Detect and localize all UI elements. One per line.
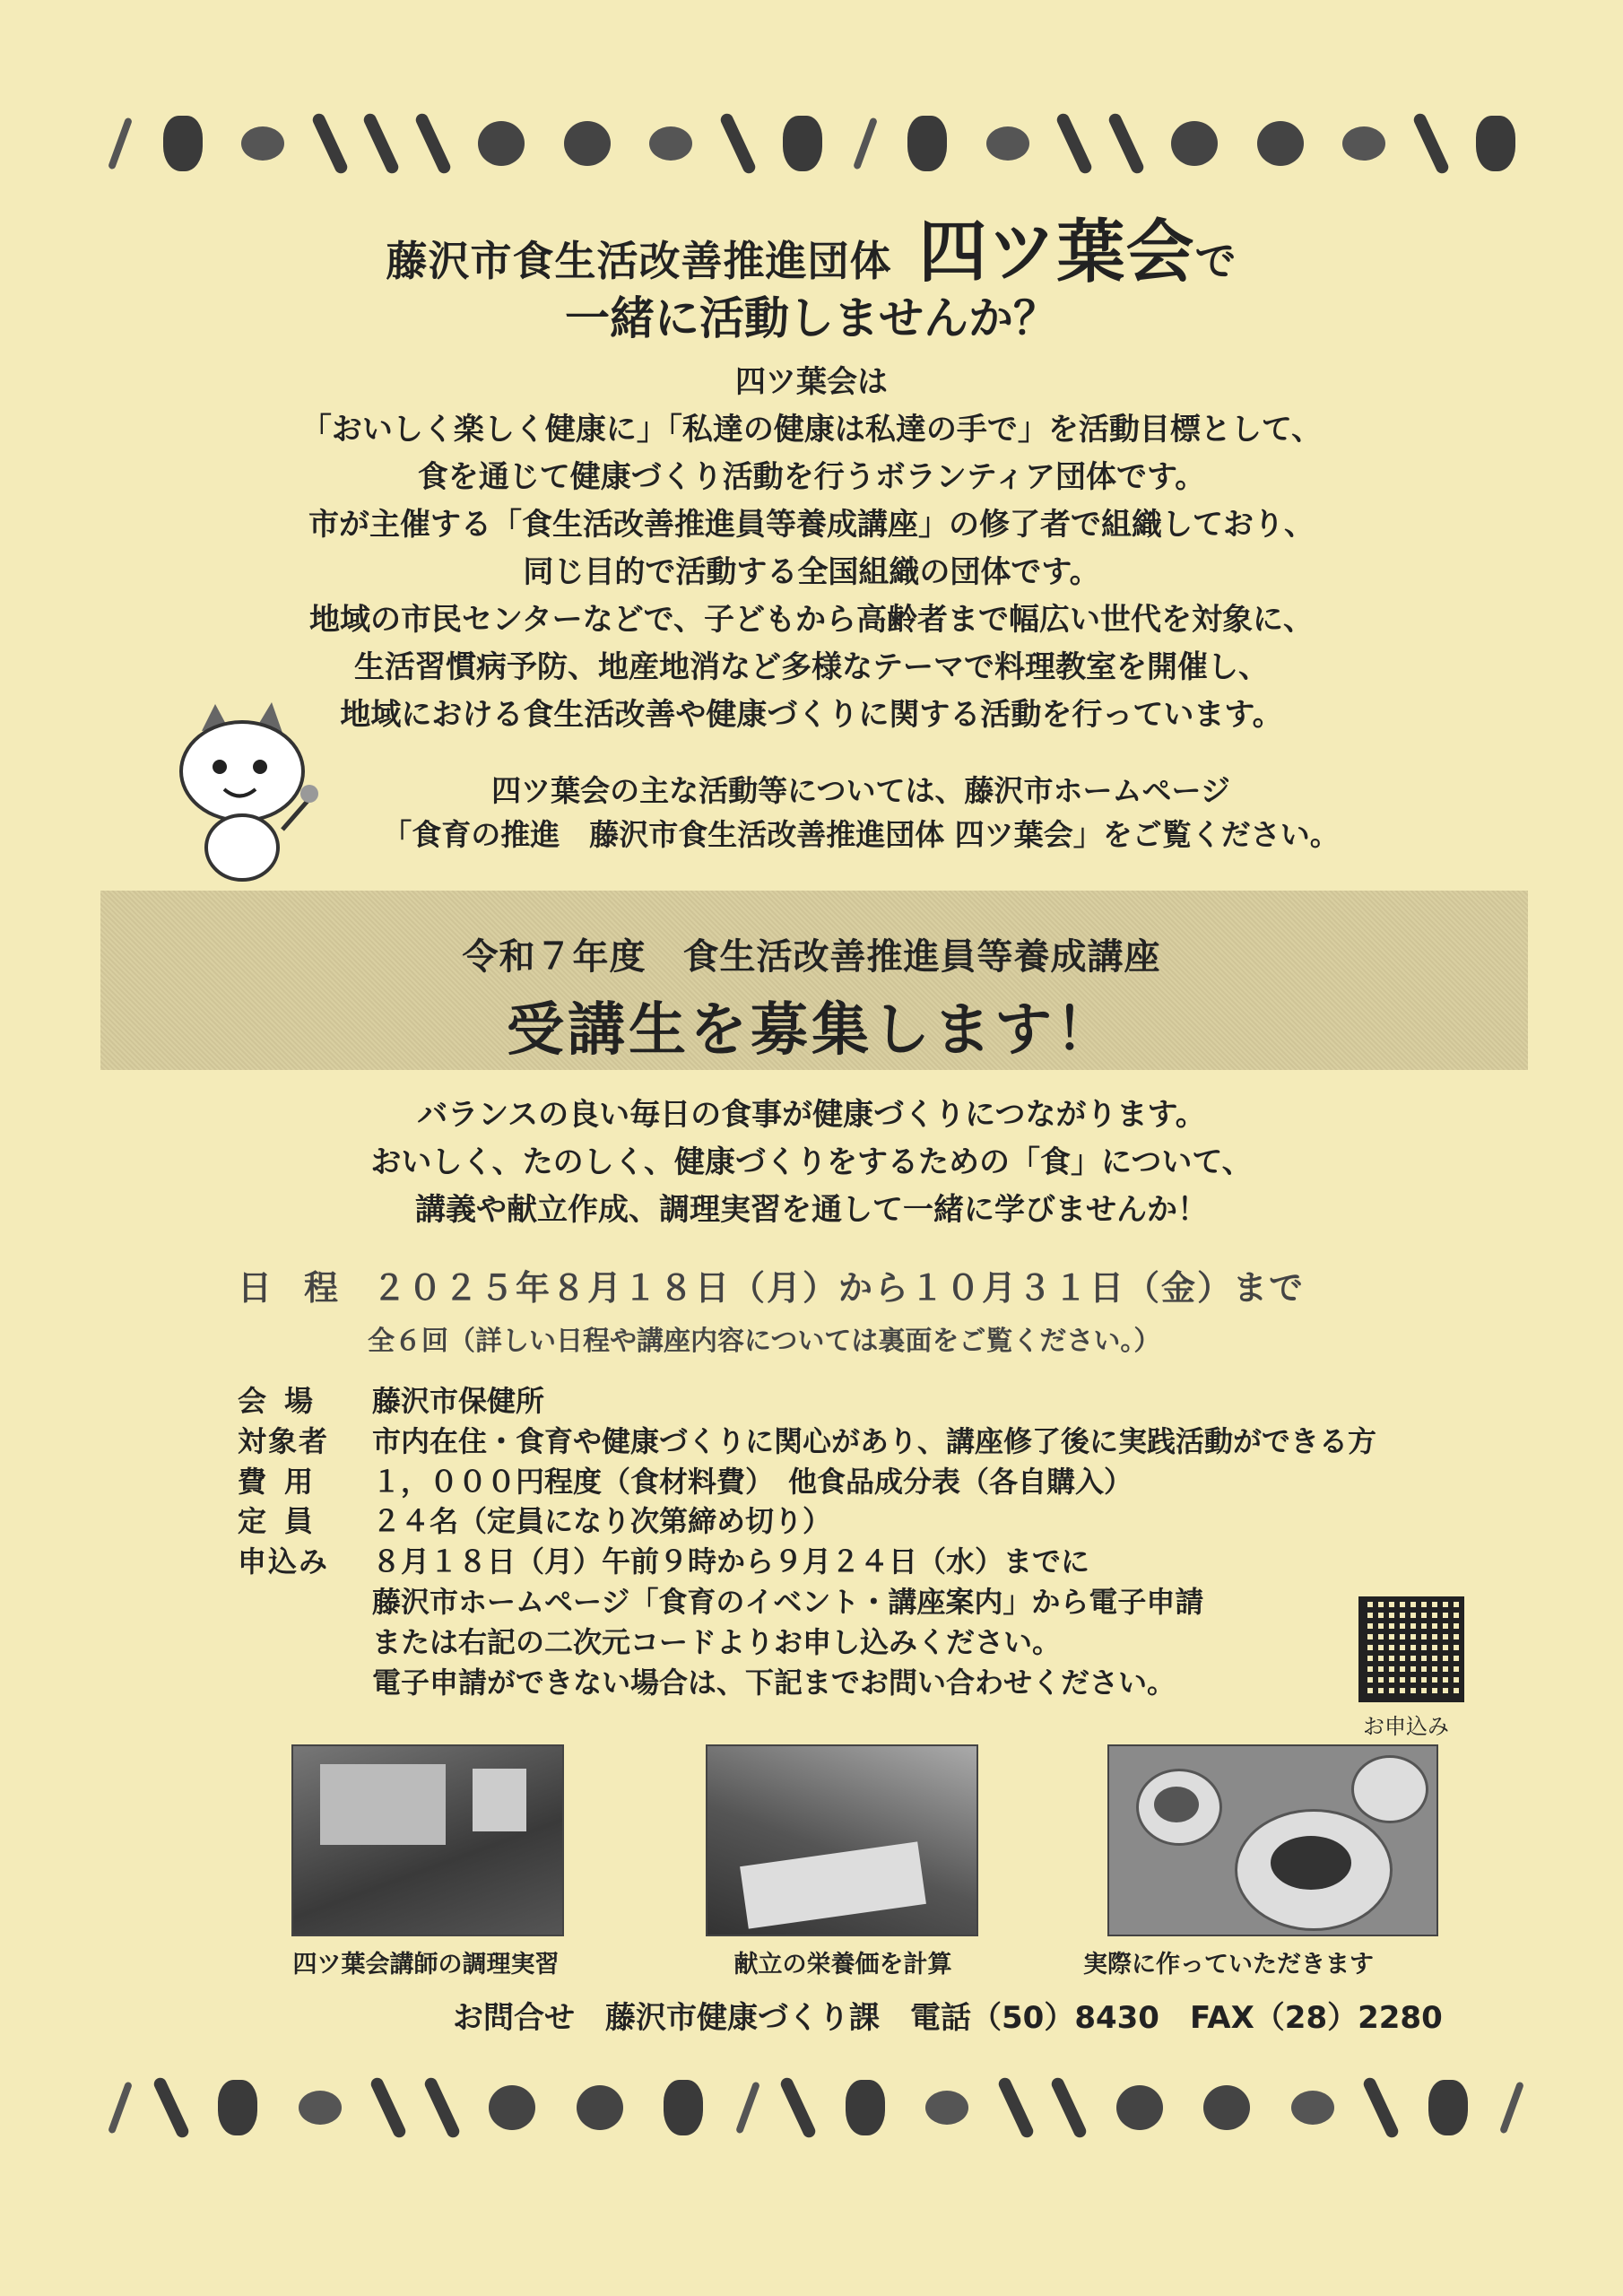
contact-fax: FAX（28）2280 [1189, 2000, 1443, 2036]
venue-label: 会場 [238, 1384, 332, 1418]
schedule-row [238, 1265, 1493, 1312]
qr-code[interactable] [1358, 1596, 1464, 1702]
more-info-line: 四ツ葉会の主な活動等については、藤沢市ホームページ [491, 773, 1230, 808]
description-line: バランスの良い毎日の食事が健康づくりにつながります。 [417, 1097, 1206, 1133]
group-name: 四ツ葉会 [918, 212, 1195, 291]
intro-line: 「おいしく楽しく健康に」「私達の健康は私達の手で」を活動目標として、 [300, 412, 1323, 448]
capacity-row [238, 1501, 1493, 1542]
photo-dishes [1107, 1744, 1438, 1936]
qr-label: お申込み [1363, 1714, 1449, 1739]
details-list [238, 1381, 1493, 1702]
intro-text [135, 359, 1488, 739]
description-line: 講義や献立作成、調理実習を通して一緒に学びませんか！ [415, 1192, 1208, 1229]
fee-row [238, 1462, 1493, 1502]
apply-row [238, 1542, 1493, 1582]
contact-department: 藤沢市健康づくり課 [605, 2000, 880, 2036]
intro-line: 四ツ葉会は [735, 364, 888, 400]
vegetable-border-top [117, 103, 1515, 184]
photo-cooking-practice [291, 1744, 564, 1936]
capacity-label: 定員 [238, 1504, 332, 1539]
fee-value: １，０００円程度（食材料費） 他食品成分表（各自購入） [372, 1464, 1133, 1499]
page-subtitle: 一緒に活動しませんか？ [565, 292, 1058, 344]
intro-line: 生活習慣病予防、地産地消など多様なテーマで料理教室を開催し、 [354, 649, 1269, 686]
apply-line: 藤沢市ホームページ「食育のイベント・講座案内」から電子申請 [372, 1584, 1204, 1619]
more-info-text [354, 770, 1367, 857]
apply-value: ８月１８日（月）午前９時から９月２４日（水）までに [372, 1544, 1090, 1579]
photo-caption: 四ツ葉会講師の調理実習 [292, 1951, 560, 1979]
contact-info [453, 1993, 1473, 2037]
photo-nutrition-calc [706, 1744, 978, 1936]
description-line: おいしく、たのしく、健康づくりをするための「食」について、 [370, 1144, 1253, 1181]
contact-phone: 電話（50）8430 [910, 2000, 1159, 2036]
schedule-note: 全６回（詳しい日程や講座内容については裏面をご覧ください。） [368, 1326, 1161, 1357]
apply-label: 申込み [238, 1544, 330, 1579]
course-subtitle: 令和７年度 食生活改善推進員等養成講座 [462, 936, 1161, 978]
intro-line: 地域の市民センターなどで、子どもから高齢者まで幅広い世代を対象に、 [309, 602, 1314, 639]
venue-value: 藤沢市保健所 [372, 1384, 545, 1418]
intro-line: 地域における食生活改善や健康づくりに関する活動を行っています。 [340, 697, 1283, 734]
title-prefix: 藤沢市食生活改善推進団体 [386, 237, 892, 285]
target-row [238, 1422, 1493, 1462]
course-description [135, 1091, 1488, 1234]
schedule-value: ２０２５年８月１８日（月）から１０月３１日（金）まで [372, 1268, 1306, 1308]
apply-line: 電子申請ができない場合は、下記までお問い合わせください。 [372, 1665, 1176, 1700]
target-value: 市内在住・食育や健康づくりに関心があり、講座修了後に実践活動ができる方 [372, 1423, 1377, 1458]
venue-row [238, 1381, 1493, 1422]
page-title [0, 197, 1623, 295]
intro-line: 同じ目的で活動する全国組織の団体です。 [523, 554, 1100, 591]
title-suffix: で [1194, 237, 1237, 285]
capacity-value: ２４名（定員になり次第締め切り） [372, 1504, 832, 1539]
schedule-label: 日程 [238, 1268, 371, 1308]
course-headline: 受講生を募集します！ [507, 997, 1116, 1064]
apply-line: または右記の二次元コードよりお申し込みください。 [372, 1624, 1062, 1659]
fee-label: 費用 [238, 1464, 332, 1499]
vegetable-border-bottom [117, 2067, 1515, 2148]
intro-line: 食を通じて健康づくり活動を行うボランティア団体です。 [417, 459, 1206, 496]
target-label: 対象者 [238, 1423, 330, 1458]
mascot-icon [166, 695, 318, 883]
more-info-line: 「食育の推進 藤沢市食生活改善推進団体 四ツ葉会」をご覧ください。 [382, 816, 1340, 852]
intro-line: 市が主催する「食生活改善推進員等養成講座」の修了者で組織しており、 [308, 507, 1315, 544]
photo-caption: 実際に作っていただきます [1083, 1951, 1374, 1979]
contact-label: お問合せ [453, 2000, 575, 2036]
photo-caption: 献立の栄養価を計算 [733, 1951, 952, 1979]
